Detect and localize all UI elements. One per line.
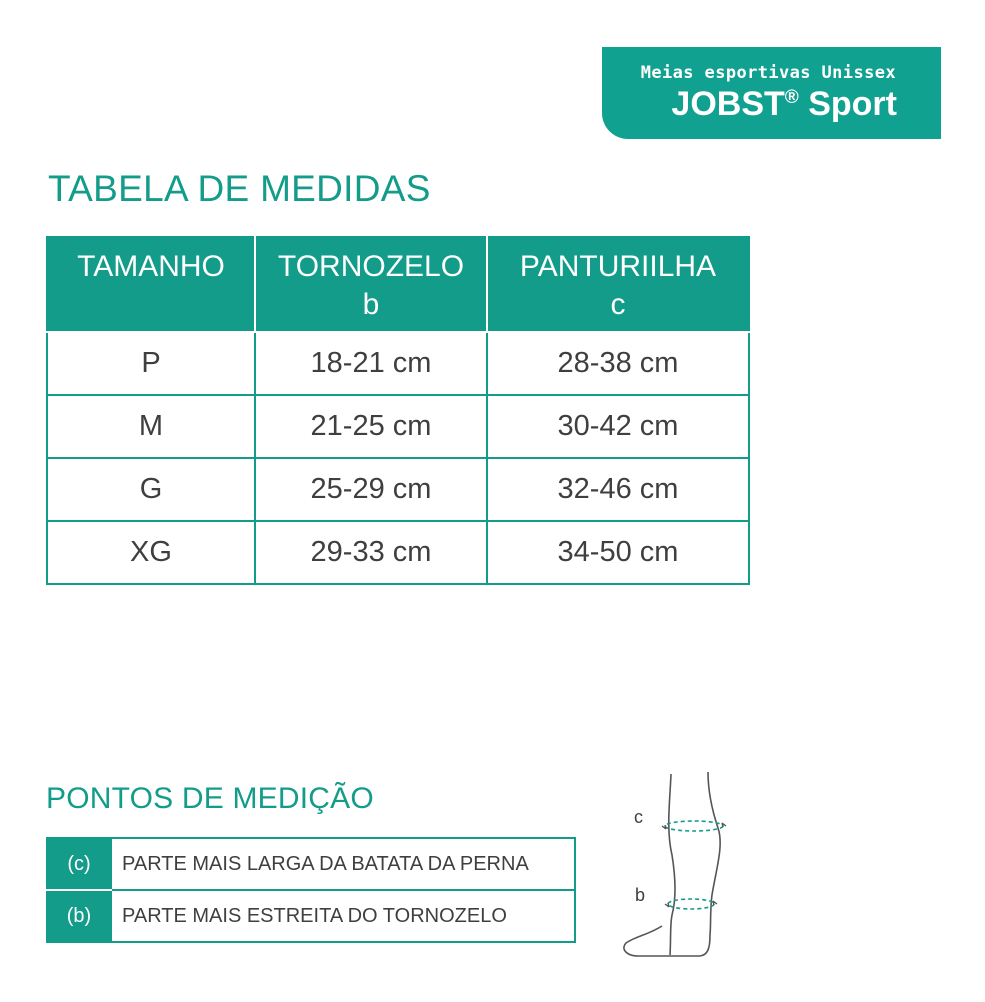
table-row	[47, 458, 749, 521]
header-ankle-label: TORNOZELO	[277, 250, 465, 283]
measurement-points-title: PONTOS DE MEDIÇÃO	[46, 782, 374, 815]
header-ankle-sub: b	[362, 288, 380, 321]
header-size	[47, 236, 255, 332]
brand-banner	[602, 47, 941, 139]
table-row	[47, 521, 749, 584]
point-code: (c)	[47, 838, 111, 890]
cell-ankle: 18-21 cm	[255, 332, 487, 395]
registered-mark: ®	[784, 87, 799, 108]
header-calf-label: PANTURIILHA	[519, 250, 717, 283]
header-calf	[487, 236, 749, 332]
brand-wordmark: JOBST	[671, 85, 785, 123]
cell-size: P	[47, 332, 255, 395]
header-calf-sub: c	[610, 288, 626, 321]
cell-ankle: 21-25 cm	[255, 395, 487, 458]
list-item	[47, 890, 575, 942]
calf-label: c	[634, 807, 643, 827]
cell-calf: 30-42 cm	[487, 395, 749, 458]
header-ankle	[255, 236, 487, 332]
cell-size: M	[47, 395, 255, 458]
calf-measure-ring	[662, 821, 726, 831]
cell-size: G	[47, 458, 255, 521]
cell-calf: 32-46 cm	[487, 458, 749, 521]
header-size-label: TAMANHO	[77, 250, 225, 283]
ankle-measure-ring	[665, 899, 717, 909]
leg-diagram	[600, 760, 750, 960]
brand-product: Sport	[808, 85, 897, 123]
point-description: PARTE MAIS LARGA DA BATATA DA PERNA	[111, 838, 575, 890]
leg-outline-back	[669, 774, 675, 955]
cell-calf: 34-50 cm	[487, 521, 749, 584]
size-table-header-row	[47, 236, 749, 332]
list-item	[47, 838, 575, 890]
brand-name	[671, 85, 897, 124]
cell-ankle: 29-33 cm	[255, 521, 487, 584]
measurement-points-table	[46, 837, 576, 943]
size-table-title: TABELA DE MEDIDAS	[48, 168, 431, 209]
cell-calf: 28-38 cm	[487, 332, 749, 395]
leg-outline-front	[624, 772, 720, 956]
table-row	[47, 395, 749, 458]
cell-ankle: 25-29 cm	[255, 458, 487, 521]
point-code: (b)	[47, 890, 111, 942]
size-table	[46, 236, 750, 585]
brand-subtitle: Meias esportivas Unissex	[640, 63, 896, 83]
ankle-label: b	[635, 885, 646, 905]
cell-size: XG	[47, 521, 255, 584]
point-description: PARTE MAIS ESTREITA DO TORNOZELO	[111, 890, 575, 942]
table-row	[47, 332, 749, 395]
